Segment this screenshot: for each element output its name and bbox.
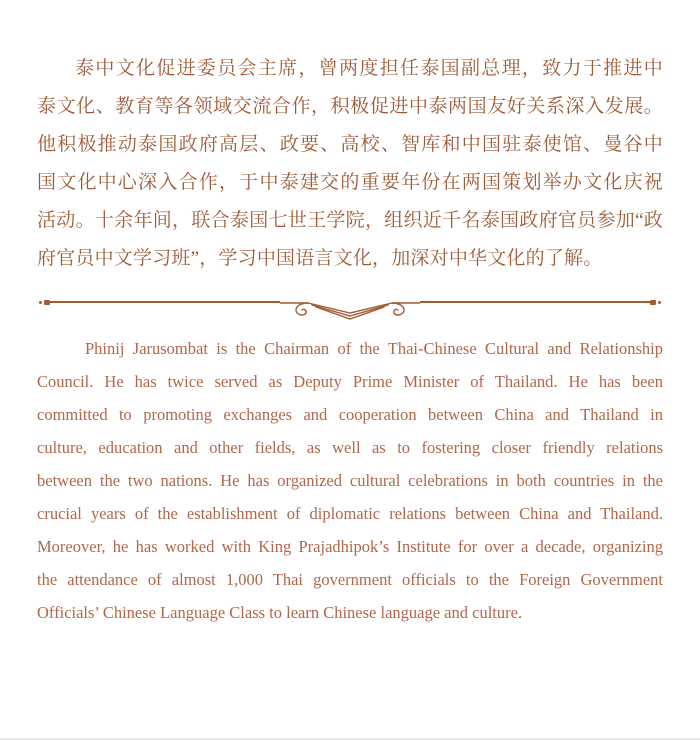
chinese-line: 国文化中心深入合作，于中泰建交的重要年份在两国策划举办文化庆祝	[37, 172, 663, 193]
english-line: between the two nations. He has organized cultural celebrations in both countries in the	[37, 471, 663, 490]
chinese-line: 泰文化、教育等各领域交流合作，积极促进中泰两国友好关系深入发展。	[37, 96, 663, 117]
english-line: the attendance of almost 1,000 Thai government officials to the Foreign Government	[37, 570, 663, 589]
divider-dot-icon	[650, 300, 656, 305]
divider-dot-icon	[658, 301, 661, 304]
english-line: Council. He has twice served as Deputy Prime Minister of Thailand. He has been	[37, 372, 663, 391]
english-line: crucial years of the establishment of diplomatic relations between China and Thailand.	[37, 504, 663, 523]
english-line: Moreover, he has worked with King Prajadhipok’s Institute for over a decade, organizing	[37, 537, 663, 556]
chinese-line: 他积极推动泰国政府高层、政要、高校、智库和中国驻泰使馆、曼谷中	[37, 134, 663, 155]
divider-rule	[420, 301, 650, 303]
chinese-paragraph	[37, 50, 663, 278]
english-paragraph	[37, 332, 663, 629]
english-line: committed to promoting exchanges and cooperation between China and Thailand in	[37, 405, 663, 424]
english-line: Officials’ Chinese Language Class to learn Chinese language and culture.	[37, 603, 523, 622]
english-line: Phinij Jarusombat is the Chairman of the Thai-Chinese Cultural and Relationship	[85, 339, 663, 358]
divider-flourish-icon	[280, 294, 420, 322]
section-divider	[37, 293, 663, 321]
chinese-line: 府官员中文学习班”，学习中国语言文化，加深对中华文化的了解。	[37, 248, 603, 269]
chinese-line: 泰中文化促进委员会主席，曾两度担任泰国副总理，致力于推进中	[75, 58, 663, 79]
divider-rule	[50, 301, 280, 303]
divider-dot-icon	[39, 301, 42, 304]
english-line: culture, education and other fields, as well as to fostering closer friendly relations	[37, 438, 663, 457]
chinese-line: 活动。十余年间，联合泰国七世王学院，组织近千名泰国政府官员参加“政	[37, 210, 663, 231]
